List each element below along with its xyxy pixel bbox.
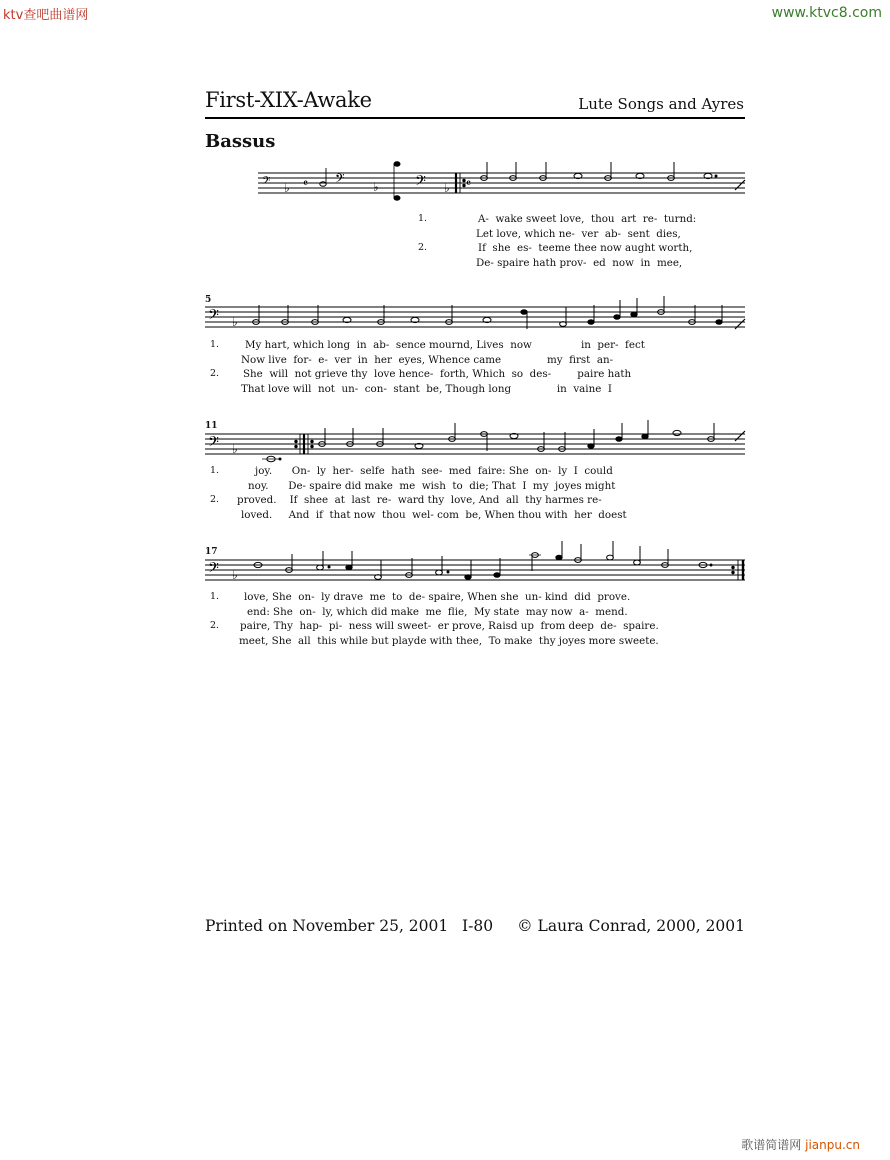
svg-text:♭: ♭ [444,181,450,195]
system-number-2: 5 [205,295,212,305]
page-number: I-80 [462,917,494,935]
lyric-line: Now live for- e- ver in her eyes, Whence came my first an- [241,353,614,366]
system-1-incipit [262,162,400,200]
lyric-line: paire, Thy hap- pi- ness will sweet- er prove, Raisd up from deep de- spaire. [240,620,659,632]
system-2-notes [253,296,745,329]
lyric-line: Let love, which ne- ver ab- sent dies, [476,227,681,240]
verse-label: 1. [210,591,220,602]
svg-text:𝄴: 𝄴 [466,177,471,190]
system-1-clef-key [415,173,471,195]
svg-text:𝄢: 𝄢 [208,307,219,327]
system-number-3: 11 [205,421,218,431]
svg-text:♭: ♭ [232,568,238,582]
system-3-notes [262,420,745,462]
svg-text:𝄢: 𝄢 [415,173,426,193]
svg-text:𝄢: 𝄢 [335,171,345,189]
verse-label: 2. [210,494,220,505]
lyric-line: That love will not un- con- stant be, Though long in vaine I [241,382,612,395]
verse-label: 1. [418,213,428,224]
lyric-line: joy. On- ly her- selfe hath see- med faire: She on- ly I could [255,465,613,477]
collection-title: Lute Songs and Ayres [578,95,744,113]
system-number-4: 17 [205,547,218,557]
watermark-bottom-label: 歌谱简谱网 [741,1138,802,1152]
lyric-line: loved. And if that now thou wel- com be, When thou with her doest [241,508,627,521]
svg-text:𝄢: 𝄢 [208,434,219,454]
lyric-line: proved. If shee at last re- ward thy love, And all thy harmes re- [237,494,602,506]
watermark-top-left: ktv查吧曲谱网 [3,8,89,23]
svg-text:𝄢: 𝄢 [208,560,219,580]
lyric-line: If she es- teeme thee now aught worth, [478,242,693,254]
svg-text:♭: ♭ [284,181,290,195]
svg-text:𝄢: 𝄢 [262,175,271,190]
system-3-staff [205,434,745,454]
lyric-line: De- spaire hath prov- ed now in mee, [476,256,683,269]
lyric-line: A- wake sweet love, thou art re- turnd: [478,213,697,225]
verse-label: 2. [210,620,220,631]
svg-text:𝄴: 𝄴 [303,177,308,190]
system-4-clef-key [208,560,238,582]
watermark-top-right: www.ktvc8.com [771,5,882,21]
watermark-bottom-site: jianpu.cn [805,1138,860,1152]
verse-label: 2. [418,242,428,253]
lyric-line: meet, She all this while but playde with thee, To make thy joyes more sweete. [239,634,659,647]
part-name: Bassus [205,131,276,152]
lyric-line: love, She on- ly drave me to de- spaire, When she un- kind did prove. [244,591,631,603]
lyric-line: noy. De- spaire did make me wish to die; That I my joyes might [248,479,616,492]
verse-label: 2. [210,368,220,379]
verse-label: 1. [210,465,220,476]
system-1-notes [481,162,745,190]
system-2-clef-key [208,307,238,329]
lyric-line: My hart, which long in ab- sence mournd, Lives now in per- fect [245,339,645,351]
printed-date: Printed on November 25, 2001 [205,917,449,935]
svg-text:♭: ♭ [232,442,238,456]
verse-label: 1. [210,339,220,350]
system-3-clef-key [208,434,238,456]
piece-title: First-XIX-Awake [205,88,372,112]
lyric-line: end: She on- ly, which did make me flie, My state may now a- mend. [247,605,628,618]
copyright: © Laura Conrad, 2000, 2001 [517,917,745,935]
system-4-notes [254,541,743,580]
lyric-line: She will not grieve thy love hence- forth, Which so des- paire hath [243,368,632,380]
svg-text:♭: ♭ [232,315,238,329]
svg-text:♭: ♭ [373,180,379,194]
